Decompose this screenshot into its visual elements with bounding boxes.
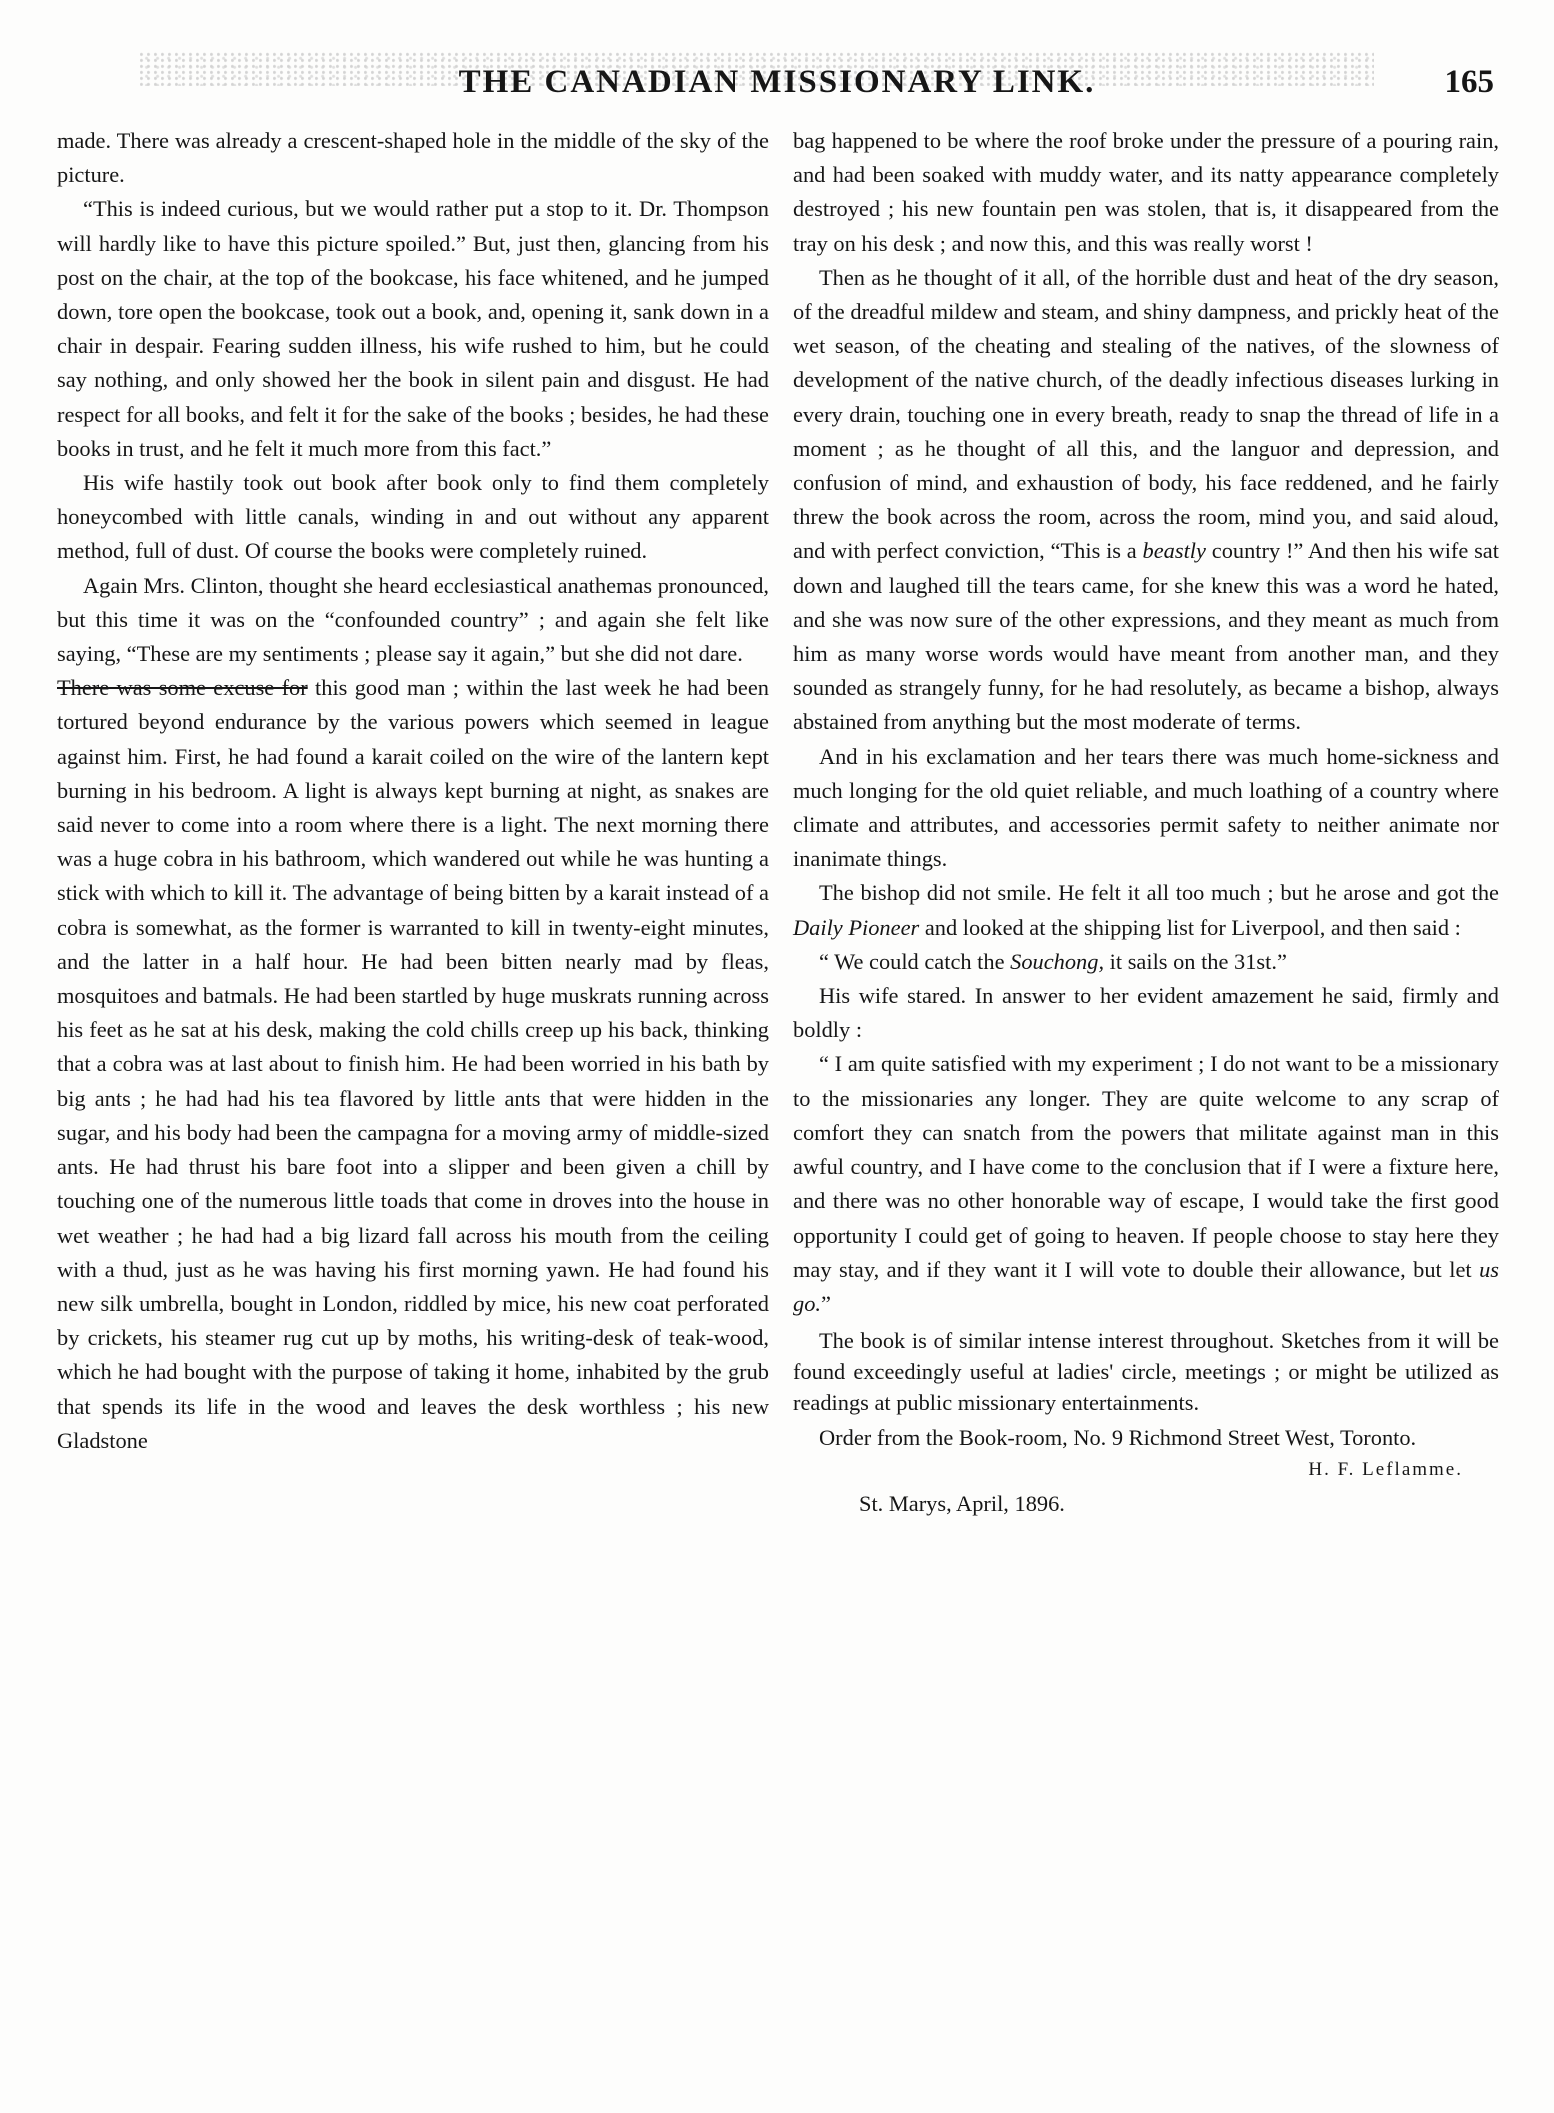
- paragraph: [793, 945, 1499, 979]
- paragraph: His wife stared. In answer to her evident amazement he said, firmly and boldly :: [793, 983, 1499, 1043]
- italic-word: beastly: [1142, 538, 1206, 564]
- paragraph-text: The bishop did not smile. He felt it all too much ; but he arose and got the: [819, 880, 1499, 906]
- paragraph: “This is indeed curious, but we would rather put a stop to it. Dr. Thompson will hardly like to have this picture spoiled.” But, just then, glancing from his post on the chair, at the top of the bookcase, his face whitened, and he jumped down, tore open the bookcase, took out a book, and, opening it, sank down in a chair in despair. Fearing sudden illness, his wife rushed to him, but he could say nothing, and only showed her the book in silent pain and disgust. He had respect for all books, and felt it for the sake of the books ; besides, he had these books in trust, and he felt it much more from this fact.”: [57, 196, 769, 461]
- paragraph-text: “ I am quite satisfied with my experiment ; I do not want to be a missionary to the missionaries any longer. They are quite welcome to any scrap of comfort they can snatch from the powers that militate against man in this awful country, and I have come to the conclusion that if I were a fixture here, and there was no other honorable way of escape, I would take the first good opportunity I could get of going to heaven. If people choose to stay here they may stay, and if they want it I will vote to double their allowance, but let: [793, 1051, 1499, 1282]
- paragraph-text: and looked at the shipping list for Liverpool, and then said :: [924, 914, 1461, 940]
- review-note: The book is of similar intense interest throughout. Sketches from it will be found exceedingly useful at ladies' circle, meetings ; or might be utilized as readings at public missionary entertainments.: [793, 1328, 1499, 1416]
- place-date: St. Marys, April, 1896.: [859, 1491, 1065, 1517]
- paragraph-text: this good man ; within the last week he had been tortured beyond endurance by the various powers which seemed in league against him. First, he had found a karait coiled on the wire of the lantern kept burning in his bedroom. A light is always kept burning at night, as snakes are said never to come into a room where there is a light. The next morning there was a huge cobra in his bathroom, which wandered out while he was hunting a stick with which to kill it. The advantage of being bitten by a karait instead of a cobra is somewhat, as the former is warranted to kill in twenty-eight minutes, and the latter in a half hour. He had been bitten nearly mad by fleas, mosquitoes and batmals. He had been startled by huge muskrats running across his feet as he sat at his desk, making the cold chills creep up his back, thinking that a cobra was at last about to finish him. He had been worried in his bath by big ants ; he had had his tea flavored by little ants that were hidden in the sugar, and his body had been the campagna for a moving army of middle-sized ants. He had thrust his bare foot into a slipper and been given a chill by touching one of the numerous little toads that come in droves into the house in wet weather ; he had had a big lizard fall across his mouth from the ceiling with a thud, just as he was having his first morning yawn. He had found his new silk umbrella, bought in London, riddled by mice, his new coat perforated by crickets, his steamer rug cut up by moths, his writing-desk of teak-wood, which he had bought with the purpose of taking it home, inhabited by the grub that spends its life in the wood and leaves the desk worthless ; his new Gladstone: [57, 675, 769, 1453]
- right-column: [793, 124, 1499, 1522]
- paragraph: [793, 261, 1499, 740]
- running-head: [60, 52, 1494, 108]
- author-signature: H. F. Leflamme.: [1308, 1459, 1463, 1481]
- italic-title: Daily Pioneer: [793, 914, 920, 940]
- paragraph: And in his exclamation and her tears there was much home-sickness and much longing for the old quiet reliable, and much loathing of a country where climate and attributes, and accessories permit safety to neither animate nor inanimate things.: [793, 743, 1499, 872]
- paragraph: His wife hastily took out book after book only to find them completely honeycombed with little canals, winding in and out without any apparent method, full of dust. Of course the books were completely ruined.: [57, 470, 769, 564]
- page-number: 165: [1444, 64, 1494, 100]
- paragraph: bag happened to be where the roof broke under the pressure of a pouring rain, and had been soaked with muddy water, and its natty appearance completely destroyed ; his new fountain pen was stolen, that is, it disappeared from the tray on his desk ; and now this, and this was really worst !: [793, 128, 1499, 256]
- paragraph-text: country !” And then his wife sat down and laughed till the tears came, for she knew this was a word he hated, and she was now sure of the other expressions, and they meant as much from him as many worse words would have meant from another man, and they sounded as strangely funny, for he had resolutely, as became a bishop, always abstained from anything but the most moderate of terms.: [793, 538, 1499, 735]
- order-note: Order from the Book-room, No. 9 Richmond Street West, Toronto.: [819, 1425, 1417, 1451]
- paragraph: [57, 671, 769, 1458]
- paragraph: [793, 1047, 1499, 1321]
- page-title: THE CANADIAN MISSIONARY LINK.: [458, 64, 1096, 100]
- closing-quote: ”: [821, 1290, 831, 1316]
- struck-text: There was some excuse for: [57, 675, 308, 701]
- paragraph: made. There was already a crescent-shaped hole in the middle of the sky of the picture.: [57, 128, 769, 188]
- paragraph-text: “ We could catch the: [819, 948, 1005, 974]
- paragraph-text: it sails on the 31st.”: [1109, 948, 1287, 974]
- paragraph: Again Mrs. Clinton, thought she heard ecclesiastical anathemas pronounced, but this time it was on the “confounded country” ; and again she felt like saying, “These are my sentiments ; please say it again,” but she did not dare.: [57, 572, 769, 667]
- paragraph-text: Then as he thought of it all, of the horrible dust and heat of the dry season, of the dreadful mildew and steam, and shiny dampness, and prickly heat of the wet season, of the cheating and stealing of the natives, of the slowness of development of the native church, of the deadly infectious diseases lurking in every drain, touching one in every breath, ready to snap the thread of life in a moment ; as he thought of all this, and the languor and depression, and confusion of mind, and exhaustion of body, his face reddened, and he fairly threw the book across the room, across the room, mind you, and said aloud, and with perfect conviction, “This is a: [793, 264, 1499, 564]
- left-column: [57, 124, 769, 1458]
- italic-title: Souchong,: [1010, 948, 1105, 974]
- italic-phrase: us go.: [793, 1256, 1499, 1316]
- paragraph: [793, 876, 1499, 944]
